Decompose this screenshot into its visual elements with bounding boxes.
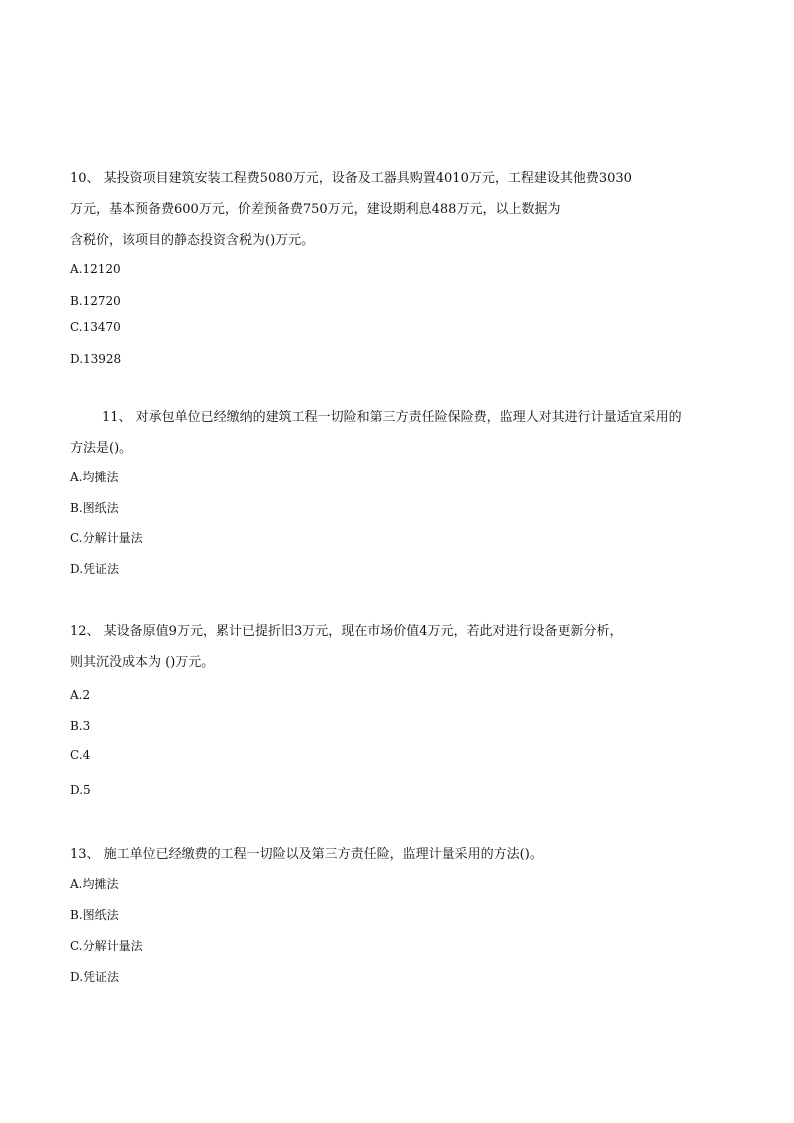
question-12-option-d: D.5 (70, 783, 91, 797)
question-13-option-d: D.凭证法 (70, 970, 120, 984)
question-13-option-b: B.图纸法 (70, 908, 119, 922)
question-13-option-c: C.分解计量法 (70, 939, 143, 953)
question-10-stem-line-1: 10、 某投资项目建筑安装工程费5080万元，设备及工器具购置4010万元，工程建设其他费3030 (70, 171, 632, 186)
question-10-option-b: B.12720 (70, 294, 121, 308)
question-12-option-a: A.2 (70, 688, 91, 702)
question-11-option-b: B.图纸法 (70, 501, 119, 515)
question-12-option-b: B.3 (70, 719, 91, 733)
question-12-option-c: C.4 (70, 748, 91, 762)
question-11-option-c: C.分解计量法 (70, 531, 143, 545)
question-12-stem-line-1: 12、 某设备原值9万元，累计已提折旧3万元，现在市场价值4万元，若此对进行设备更新分析， (70, 624, 623, 639)
question-10-option-c: C.13470 (70, 320, 121, 334)
question-11-stem-line-2: 方法是()。 (70, 441, 133, 456)
question-10-stem-line-2: 万元，基本预备费600万元，价差预备费750万元，建设期利息488万元，以上数据为 (70, 202, 561, 217)
question-11-option-d: D.凭证法 (70, 562, 120, 576)
question-12-stem-line-2: 则其沉没成本为 ()万元。 (70, 655, 215, 670)
question-10-option-a: A.12120 (70, 262, 121, 276)
question-13-option-a: A.均摊法 (70, 877, 119, 891)
question-11-stem-line-1: 11、 对承包单位已经缴纳的建筑工程一切险和第三方责任险保险费，监理人对其进行计量适宜采用的 (102, 410, 682, 425)
question-10-option-d: D.13928 (70, 352, 122, 366)
question-10-stem-line-3: 含税价，该项目的静态投资含税为()万元。 (70, 233, 315, 248)
question-11-option-a: A.均摊法 (70, 470, 119, 484)
question-13-stem-line-1: 13、 施工单位已经缴费的工程一切险以及第三方责任险，监理计量采用的方法()。 (70, 847, 543, 862)
